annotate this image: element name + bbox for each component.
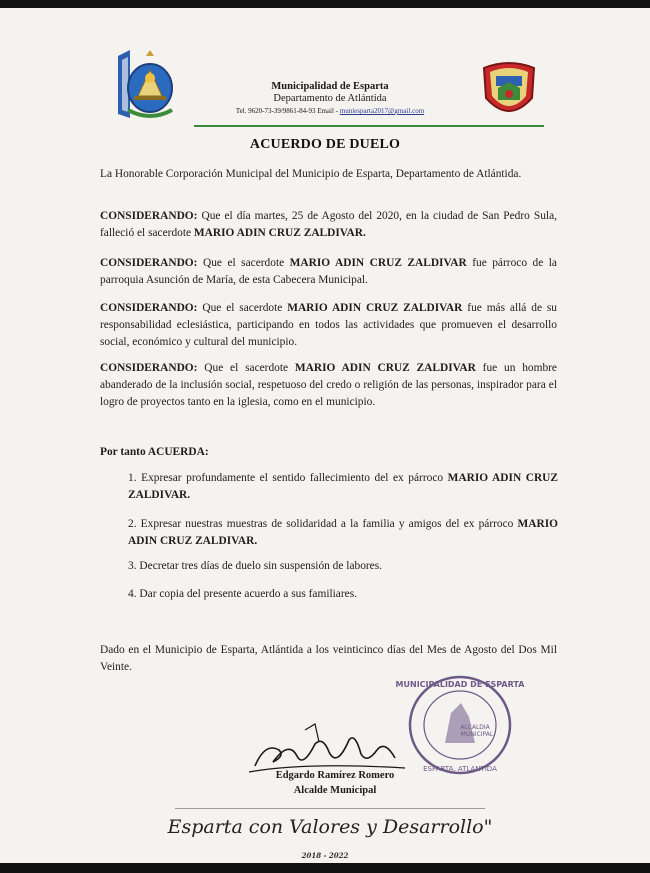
department: Departamento de Atlántida <box>273 93 387 104</box>
deceased-name: MARIO ADIN CRUZ ZALDIVAR <box>289 257 467 269</box>
svg-text:ESPARTA, ATLANTIDA: ESPARTA, ATLANTIDA <box>423 765 497 773</box>
acuerdo-item-2 <box>128 516 558 550</box>
considerando-text: fue más allá de su responsabilidad eclesiástica, participando en todos las actividades que promueven el desarrollo social, económico y cultural del municipio. <box>100 302 558 348</box>
document-title: ACUERDO DE DUELO <box>249 137 401 152</box>
deceased-name: MARIO ADIN CRUZ ZALDIVAR. <box>128 472 559 501</box>
signer-role: Alcalde Municipal <box>293 785 377 796</box>
item-number: 1. <box>128 472 137 484</box>
item-number: 4. <box>128 588 137 600</box>
considerando-3 <box>100 300 557 351</box>
considerando-2 <box>100 255 557 289</box>
org-name: Municipalidad de Esparta <box>271 81 389 92</box>
document-page <box>0 8 650 863</box>
official-seal-stamp <box>395 673 525 778</box>
considerando-label: CONSIDERANDO: <box>100 362 198 374</box>
acuerdo-item-4 <box>128 586 558 603</box>
item-text: Expresar nuestras muestras de solidaridad a la familia y amigos del ex párroco <box>140 518 518 530</box>
letterhead <box>180 81 480 115</box>
considerando-text: Que el sacerdote <box>197 362 295 374</box>
honduras-coat-of-arms-logo <box>112 48 180 124</box>
considerando-1 <box>100 208 557 242</box>
considerando-text: Que el día martes, 25 de Agosto del 2020, en la ciudad de San Pedro Sula, falleció el sacerdote <box>100 210 557 239</box>
svg-text:MUNICIPALIDAD DE ESPARTA: MUNICIPALIDAD DE ESPARTA <box>395 680 525 689</box>
svg-text:ALCALDIA: ALCALDIA <box>460 724 490 731</box>
considerando-text: Que el sacerdote <box>197 257 290 269</box>
header-divider <box>194 125 544 127</box>
considerando-label: CONSIDERANDO: <box>100 257 198 269</box>
svg-text:MUNICIPAL: MUNICIPAL <box>460 731 494 738</box>
footer-divider <box>175 808 485 809</box>
contact-line <box>180 107 480 115</box>
contact-phones: Tel. 9620-73-39/9861-84-93 Email - <box>235 107 338 115</box>
item-number: 2. <box>128 518 137 530</box>
intro-paragraph: La Honorable Corporación Municipal del Municipio de Esparta, Departamento de Atlántida. <box>100 168 522 180</box>
deceased-name: MARIO ADIN CRUZ ZALDIVAR <box>294 362 476 374</box>
esparta-municipal-shield-logo <box>478 58 540 124</box>
item-text: Decretar tres días de duelo sin suspensión de labores. <box>139 560 383 572</box>
acuerdo-item-3 <box>128 558 558 575</box>
considerando-text: fue un hombre abanderado de la inclusión social, respetuoso del credo o religión de las personas, inspirador para el logro de proyectos tanto en la iglesia, como en el municipio. <box>100 362 557 408</box>
deceased-name: MARIO ADIN CRUZ ZALDIVAR <box>287 302 463 314</box>
acuerdo-item-1 <box>128 470 558 504</box>
considerando-label: CONSIDERANDO: <box>100 210 198 222</box>
item-text: Expresar profundamente el sentido fallecimiento del ex párroco <box>141 472 448 484</box>
considerando-label: CONSIDERANDO: <box>100 302 198 314</box>
deceased-name: MARIO ADIN CRUZ ZALDIVAR. <box>193 227 366 239</box>
item-text: Dar copia del presente acuerdo a sus familiares. <box>139 588 357 600</box>
signer-name: Edgardo Ramírez Romero <box>275 770 395 781</box>
considerando-text: Que el sacerdote <box>197 302 288 314</box>
footer-years: 2018 - 2022 <box>301 851 349 860</box>
item-number: 3. <box>128 560 137 572</box>
considerando-4 <box>100 360 557 411</box>
signature-block <box>235 768 435 798</box>
considerando-text: fue párroco de la parroquia Asunción de María, de esta Cabecera Municipal. <box>100 257 557 286</box>
deceased-name: MARIO ADIN CRUZ ZALDIVAR. <box>128 518 558 547</box>
email-link[interactable]: muniesparta2017@gmail.com <box>339 107 425 115</box>
closing-paragraph: Dado en el Municipio de Esparta, Atlántida a los veinticinco días del Mes de Agosto del Dos Mil Veinte. <box>100 644 557 673</box>
footer-motto: Esparta con Valores y Desarrollo" <box>167 816 493 838</box>
por-tanto-heading: Por tanto ACUERDA: <box>100 446 209 458</box>
